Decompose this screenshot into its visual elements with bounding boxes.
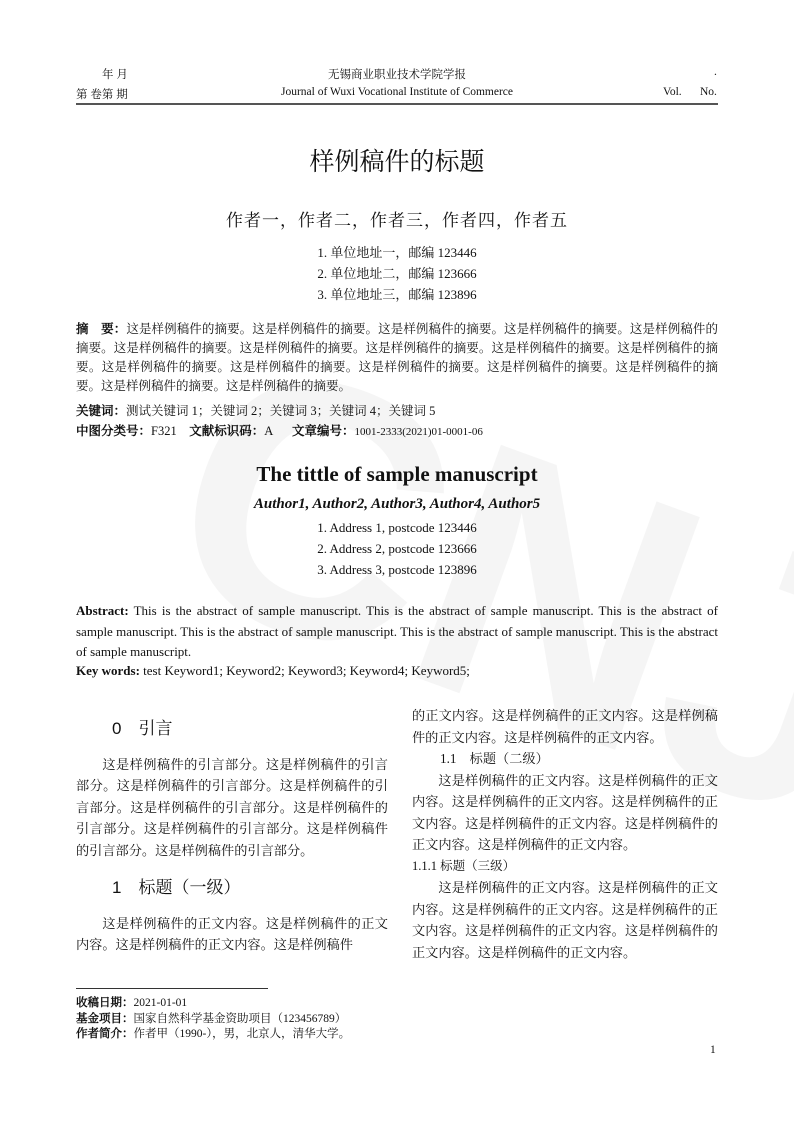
subsection-heading: 1.1 标题（二级）	[440, 751, 549, 766]
authors-zh: 作者一，作者二，作者三，作者四，作者五	[226, 211, 568, 230]
classification	[76, 422, 718, 442]
abstract-en-label: Abstract:	[76, 603, 129, 618]
article-label: 文章编号：	[292, 424, 355, 438]
header-journal-zh: 无锡商业职业技术学院学报	[328, 69, 466, 81]
affiliation: 1. 单位地址一，邮编 123446	[317, 245, 477, 260]
paragraph: 这是样例稿件的引言部分。这是样例稿件的引言部分。这是样例稿件的引言部分。这是样例稿件的引言部分。这是样例稿件的引言部分。这是样例稿件的引言部分。这是样例稿件的引言部分。这是样例稿件的引言部分。这是样例稿件的引言部分。	[76, 756, 388, 858]
footnote-label: 收稿日期：	[76, 997, 134, 1009]
section-heading: 0 引言	[112, 719, 173, 738]
affiliation: 2. 单位地址二，邮编 123666	[317, 266, 477, 281]
footnotes	[76, 996, 350, 1043]
header-journal-en: Journal of Wuxi Vocational Institute of Commerce	[280, 86, 514, 98]
abstract-en	[76, 601, 718, 663]
footnote-text: 作者甲（1990-），男，北京人，清华大学。	[133, 1028, 351, 1040]
clc-label: 中图分类号：	[76, 424, 152, 438]
header-vol-issue-zh: 第 卷第 期	[76, 89, 128, 101]
subsubsection-heading: 1.1.1 标题（三级）	[412, 858, 516, 873]
header-no: No.	[700, 86, 717, 98]
authors-en: Author1, Author2, Author3, Author4, Author5	[253, 496, 541, 512]
footnote	[76, 1012, 350, 1028]
footnote-label: 作者简介：	[76, 1028, 134, 1040]
keywords-zh	[76, 402, 718, 421]
header-vol: Vol.	[663, 86, 682, 98]
keywords-en-label: Key words:	[76, 663, 140, 678]
paragraph: 这是样例稿件的正文内容。这是样例稿件的正文内容。这是样例稿件的正文内容。这是样例稿件的正文内容。这是样例稿件的正文内容。这是样例稿件的正文内容。这是样例稿件的正文内容。	[412, 880, 718, 960]
header-dot: .	[714, 66, 717, 78]
affiliations-en	[0, 517, 794, 580]
doc: A	[264, 424, 274, 438]
title-en: The tittle of sample manuscript	[256, 462, 538, 486]
keywords-en	[76, 663, 470, 679]
footnote-text: 2021-01-01	[133, 997, 188, 1009]
abstract-en-text: This is the abstract of sample manuscript. This is the abstract of sample manuscript. This is the abstract of sample manuscript. This is the abstract of sample manuscript. This is the abstract of sample manuscript. This is the abstract of sample manuscript.	[76, 603, 718, 659]
footnote-text: 国家自然科学基金资助项目（123456789）	[133, 1012, 347, 1025]
paragraph: 的正文内容。这是样例稿件的正文内容。这是样例稿件的正文内容。这是样例稿件的正文内容。	[412, 708, 718, 745]
affiliation: 1. Address 1, postcode 123446	[317, 520, 477, 535]
page-number: 1	[710, 1044, 716, 1056]
right-column	[412, 705, 718, 963]
article-number: 1001-2333(2021)01-0001-06	[354, 426, 483, 438]
keywords-en-text: test Keyword1; Keyword2; Keyword3; Keyword4; Keyword5;	[139, 663, 470, 678]
affiliation: 3. Address 3, postcode 123896	[317, 562, 477, 577]
header-year-month: 年 月	[102, 69, 128, 81]
affiliation: 3. 单位地址三，邮编 123896	[317, 287, 477, 302]
footnote	[76, 1027, 350, 1043]
paragraph: 这是样例稿件的正文内容。这是样例稿件的正文内容。这是样例稿件的正文内容。这是样例稿件	[76, 915, 388, 952]
abstract-text: 这是样例稿件的摘要。这是样例稿件的摘要。这是样例稿件的摘要。这是样例稿件的摘要。这是样例稿件的摘要。这是样例稿件的摘要。这是样例稿件的摘要。这是样例稿件的摘要。这是样例稿件的摘要。这是样例稿件的摘要。这是样例稿件的摘要。这是样例稿件的摘要。这是样例稿件的摘要。这是样例稿件的摘要。这是样例稿件的摘要。这是样例稿件的摘要。这是样例稿件的摘要。	[76, 322, 718, 393]
keywords-label: 关键词：	[76, 404, 127, 418]
section-heading: 1 标题（一级）	[112, 878, 241, 897]
keywords-text: 测试关键词 1；关键词 2；关键词 3；关键词 4；关键词 5	[126, 404, 436, 418]
abstract-label: 摘 要：	[76, 322, 127, 336]
footnote	[76, 996, 350, 1012]
footnote-label: 基金项目：	[76, 1012, 134, 1025]
abstract-zh	[76, 320, 718, 396]
affiliation: 2. Address 2, postcode 123666	[317, 541, 477, 556]
paragraph: 这是样例稿件的正文内容。这是样例稿件的正文内容。这是样例稿件的正文内容。这是样例稿件的正文内容。这是样例稿件的正文内容。这是样例稿件的正文内容。这是样例稿件的正文内容。	[412, 772, 718, 852]
footnote-rule	[76, 988, 268, 989]
affiliations-zh	[0, 242, 794, 305]
header-rule	[76, 103, 718, 105]
left-column	[76, 718, 388, 956]
doc-label: 文献标识码：	[189, 424, 265, 438]
clc: F321	[151, 424, 177, 438]
title-zh: 样例稿件的标题	[309, 148, 485, 176]
